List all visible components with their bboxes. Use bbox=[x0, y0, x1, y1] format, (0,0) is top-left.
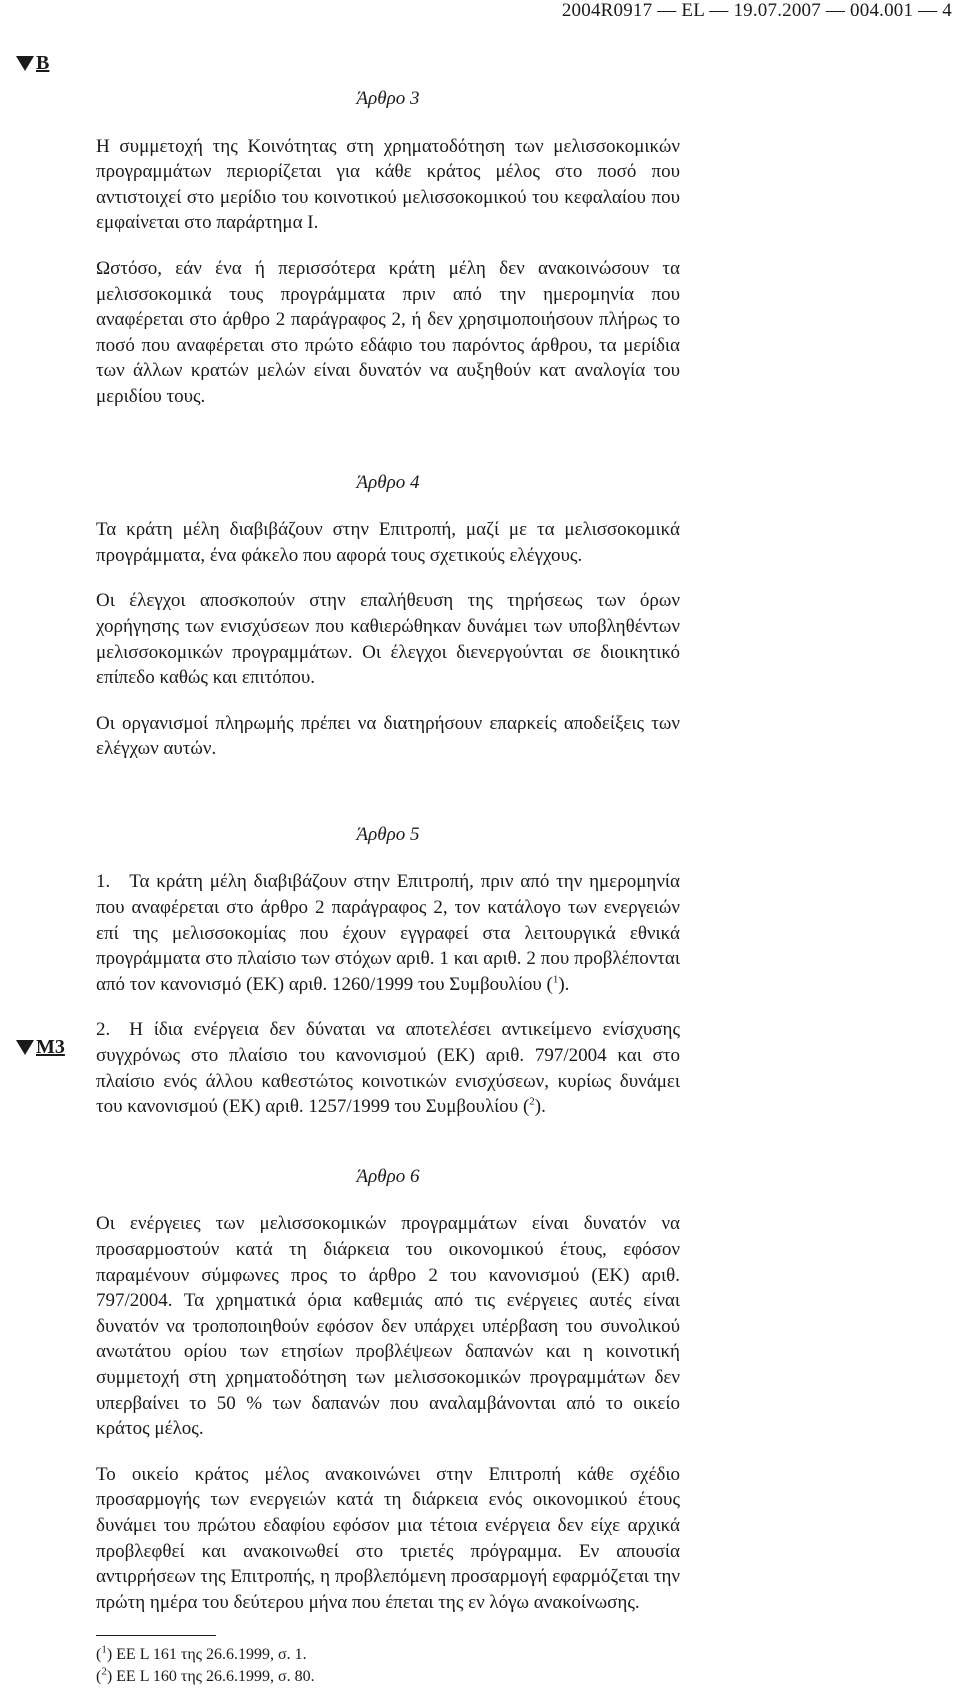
footnote-ref: 2 bbox=[529, 1095, 535, 1108]
article-6-title: Άρθρο 6 bbox=[356, 1165, 420, 1187]
document-header: 2004R0917 — EL — 19.07.2007 — 004.001 — 4 bbox=[561, 0, 952, 21]
article-5-title: Άρθρο 5 bbox=[356, 823, 420, 845]
down-triangle-icon bbox=[16, 56, 34, 71]
article-5-paragraph-2: 2. Η ίδια ενέργεια δεν δύναται να αποτελέσει αντικείμενο ενίσχυσης συγχρόνως στο πλαίσιο του κανονισμού (ΕΚ) αριθ. 797/2004 και στο πλαίσιο ενός άλλου καθεστώτος κοινοτικών ενισχύσεων, κυρίως δυνάμει του κανονισμού (ΕΚ) αριθ. 1257/1999 του Συμβουλίου ($^2$). bbox=[96, 1019, 680, 1118]
marker-label: M3 bbox=[36, 1036, 65, 1058]
article-6-paragraph-2: Το οικείο κράτος μέλος ανακοινώνει στην Επιτροπή κάθε σχέδιο προσαρμογής των ενεργειών κατά τη διάρκεια ενός οικονομικού έτους δυνάμει του πρώτου εδαφίου εφόσον μια τέτοια ενέργεια δεν είχε αρχικά προβλεφθεί και ανακοινωθεί στο τριετές πρόγραμμα. Εν απουσία αντιρρήσεων της Επιτροπής, η προβλεπόμενη προσαρμογή εφαρμόζεται την πρώτη ημέρα του δεύτερου μήνα που έπεται της εν λόγω ανακοίνωσης. bbox=[96, 1463, 680, 1613]
article-3-paragraph-1: Η συμμετοχή της Κοινότητας στη χρηματοδότηση των μελισσοκομικών προγραμμάτων περιορίζεται για κάθε κράτος μέλος στο ποσό που αντιστοιχεί στο μερίδιο του κοινοτικού μελισσοκομικού του κεφαλαίου που εμφαίνεται στο παράρτημα Ι. bbox=[96, 135, 680, 234]
article-4-paragraph-2: Οι έλεγχοι αποσκοπούν στην επαλήθευση της τηρήσεως των όρων χορήγησης των ενισχύσεων που καθιερώθηκαν δυνάμει των υποβληθέντων μελισσοκομικών προγραμμάτων. Οι έλεγχοι διενεργούνται σε διοικητικό επίπεδο καθώς και επιτόπου. bbox=[96, 590, 680, 689]
article-3-paragraph-2: Ωστόσο, εάν ένα ή περισσότερα κράτη μέλη δεν ανακοινώσουν τα μελισσοκομικά τους προγράμματα πριν από την ημερομηνία που αναφέρεται στο άρθρο 2 παράγραφος 2, ή δεν χρησιμοποιήσουν πλήρως το ποσό που αναφέρεται στο πρώτο εδάφιο του παρόντος άρθρου, τα μερίδια των άλλων κρατών μελών είναι δυνατόν να αυξηθούν κατ αναλογία του μεριδίου τους. bbox=[96, 257, 680, 407]
article-6-paragraph-1: Οι ενέργειες των μελισσοκομικών προγραμμάτων είναι δυνατόν να προσαρμοστούν κατά τη διάρκεια του οικονομικού έτους, εφόσον παραμένουν σύμφωνες προς το άρθρο 2 του κανονισμού (ΕΚ) αριθ. 797/2004. Τα χρηματικά όρια καθεμιάς από τις ενέργειες αυτές είναι δυνατόν να τροποποιηθούν εφόσον δεν υπάρχει υπέρβαση του συνολικού ανωτάτου ορίου των ετησίων προβλέψεων δαπανών και η κοινοτική συμμετοχή στη χρηματοδότηση των μελισσοκομικών προγραμμάτων δεν υπερβαίνει το 50 % των δαπανών που αναλαμβάνονται από το οικείο κράτος μέλος. bbox=[96, 1213, 680, 1440]
article-4-paragraph-1: Τα κράτη μέλη διαβιβάζουν στην Επιτροπή, μαζί με τα μελισσοκομικά προγράμματα, ένα φάκελο που αφορά τους σχετικούς ελέγχους. bbox=[96, 519, 680, 566]
document-body bbox=[96, 86, 680, 1688]
amendment-marker-m3 bbox=[16, 1036, 65, 1059]
article-4-paragraph-3: Οι οργανισμοί πληρωμής πρέπει να διατηρήσουν επαρκείς αποδείξεις των ελέγχων αυτών. bbox=[96, 712, 680, 760]
marker-label: B bbox=[36, 52, 50, 74]
article-5-paragraph-1: 1. Τα κράτη μέλη διαβιβάζουν στην Επιτροπή, πριν από την ημερομηνία που αναφέρεται στο άρθρο 2 παράγραφος 2, τον κατάλογο των ενεργειών επί της μελισσοκομίας που έχουν εγγραφεί στα λειτουργικά εθνικά προγράμματα στο πλαίσιο των στόχων αριθ. 1 και αριθ. 2 που προβλέπονται από τον κανονισμό (ΕΚ) αριθ. 1260/1999 του Συμβουλίου ($^1$). bbox=[96, 871, 680, 995]
footnote-1: ($^1$) ΕΕ L 161 της 26.6.1999, σ. 1. bbox=[96, 1643, 307, 1664]
footnote-separator bbox=[96, 1635, 216, 1636]
article-4-title: Άρθρο 4 bbox=[356, 471, 420, 493]
article-3-title: Άρθρο 3 bbox=[356, 88, 420, 109]
footnote-2: ($^2$) ΕΕ L 160 της 26.6.1999, σ. 80. bbox=[96, 1665, 315, 1686]
down-triangle-icon bbox=[16, 1040, 34, 1055]
footnote-ref: 1 bbox=[552, 973, 559, 986]
amendment-marker-b bbox=[16, 52, 49, 75]
